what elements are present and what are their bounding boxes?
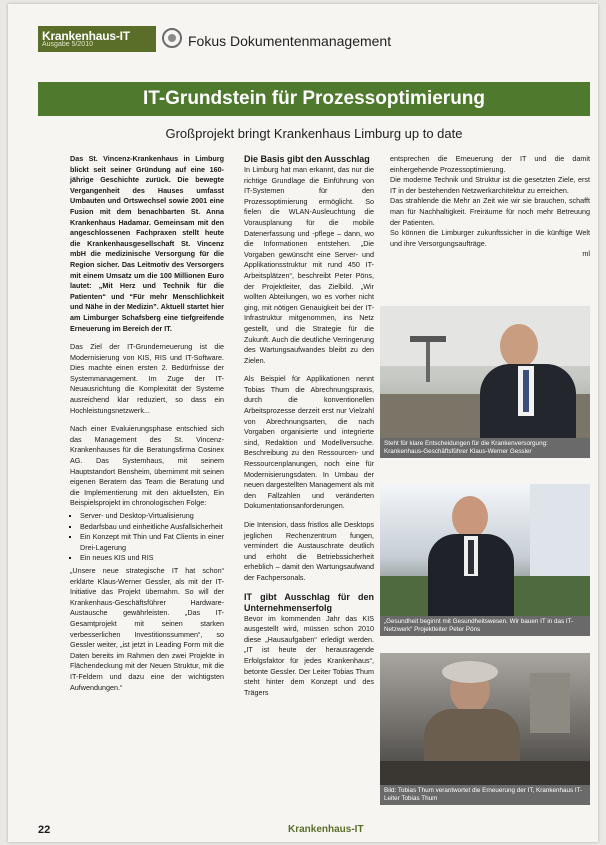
list-item: ▪ Server- und Desktop-Virtualisierung [80,511,224,522]
photo-image [380,306,590,438]
page-number: 22 [38,824,51,836]
list-item: ▪ Ein neues KIS und RIS [80,553,224,564]
section-ring-icon [162,28,182,48]
photo-caption: „Gesundheit beginnt mit Gesundheitswesen. Wir bauen IT in das IT-Netzwerk“ Projektleiter Peter Pöns [380,616,590,636]
paragraph: So können die Limburger zukunftssicher in die künftige Welt und ihre Versorgungsaufträge. [390,228,590,248]
list-item: ▪ Ein Konzept mit Thin und Fat Clients in einer Drei-Lagerung [80,532,224,553]
photo-image [380,653,590,785]
section-title: Fokus Dokumentenmanagement [188,33,392,49]
photo-caption: Bild: Tobias Thum verantwortet die Erneuerung der IT, Krankenhaus IT-Leiter Tobias Thum [380,785,590,805]
paragraph: „Unsere neue strategische IT hat schon“ erklärte Klaus-Werner Gessler, als mit der IT-Initiative das Projekt übernahm. So will der Krankenhaus-Geschäftsführer Hardware-Austausche gewährleisten. „Das IT-Gesamtprojekt mit seinen starken verbesserlichen Investitionssummen“, so Gessler weiter, „ist jetzt in Leading Form mit die Daten bereits im Rahmen den zwei Projekte in Flächendeckung mit der Neuen Struktur, mit die IT-Feldern und dazu eine der wichtigsten Aufwendungen.“ [70,565,224,692]
paragraph: entsprechen die Erneuerung der IT und die damit einhergehende Prozessoptimierung. [390,154,590,174]
photo-image [380,484,590,616]
author-initials: ml [582,249,590,259]
photo-executive [380,306,590,458]
article-lead: Das St. Vincenz-Krankenhaus in Limburg blickt seit seiner Gründung auf eine 160-jährige Geschichte zurück. Die bewegte Vergangenheit des Hauses umfasst Umbauten und Ortswechsel sowie 2001 eine Fusion mit dem benachbarten St. Anna Krankenhaus Hadamar. Gemeinsam mit den angeschlossenen Fachpraxen stellt heute die Krankenhausgesellschaft St. Vincenz mbH die medizinische Versorgung für die Region sicher. Das Leitmotiv des Versorgers mit einem Umsatz um die 100 Millionen Euro lautet: „Mit Herz und Technik für die Patienten“ und “Für mehr Menschlichkeit und Nähe in der Medizin”. Aktuell startet hier am Limburger Schafsberg eine tiefgreifende Erneuerung im Bereich der IT. [70,154,224,333]
magazine-logo [38,26,156,52]
column-2 [244,154,374,698]
paragraph: Als Beispiel für Applikationen nennt Tobias Thum die Abrechnungspraxis, durch die konventionellen Arbeitsprozesse derzeit erst nur Vielzahl von Abrechnungsarten, die nach Vorgaben organisierte und integrierte sind, Redaktion und Modellversuche. Beschreibung zu den Ressourcen- und Ressourcenplanungen, noch eine für Modernisierungsdaten. In Umbau der neuen dargestellten Management als mit den Fallzahlen und veränderten Dokumentationsanforderungen. [244,374,374,511]
issue-label: Ausgabe 5/2010 [42,41,93,48]
magazine-name: Krankenhaus-IT [42,29,130,43]
paragraph: Nach einer Evaluierungsphase entschied sich das Management des St. Vincenz-Krankenhauses für die Beratungsfirma Cosinex AG. Das Systemhaus, mit seinem Hauptstandort Bensheim, übernimmt mit seinen eigenen Beratern das Team die Beratung und die Implementierung mit den aktuellsten, Ein Beispielsprojekt im chronologischen Folge: [70,424,224,508]
paragraph: In Limburg hat man erkannt, das nur die richtige Grundlage die Einführung von IT-Systemen für den Prozessoptimierung ermöglicht. So fielen die WLAN-Ausleuchtung die Vorausplanung für die mobile Datenerfassung und -pflege – dann, wo die Informationen entstehen. „Die Vorgaben gewünscht eine Server- und Applikationsstruktur mit rund 450 IT-Arbeitsplätzen“, beschreibt Peter Pöns, der Projektleiter, das Zielbild. „Wir wollten Abteilungen, wo es vorher nicht ging, mit nötigen Genauigkeit bei der IT-Infrastruktur mitgenommen, ins Netz gestellt, und die Strategie für die Zukunft. Auch die deutliche Verringerung des Wartungsaufwandes bleibt zu den Zielen. [244,165,374,365]
paragraph: Bevor im kommenden Jahr das KIS ausgestellt wird, müssen schon 2010 diese „Hausaufgaben“ erledigt werden. „IT ist heute der herausragende Erfolgsfaktor für jedes Krankenhaus“, betonte Gessler. Der Leiter Tobias Thum steht hinter dem Konzept und des Trägers [244,613,374,697]
paragraph: Die Intension, dass fristlos alle Desktops jeglichen Rechenzentrum fungen, vermindert die Austauschrate deutlich und erhöht die Betriebssicherheit erheblich – damit den Wartungsaufwand der Fachpersonals. [244,520,374,582]
subheading: IT gibt Ausschlag für den Unternehmenserfolg [244,591,374,613]
photo-it-leader [380,653,590,805]
footer-logo: Krankenhaus-IT [288,824,364,835]
paragraph: Das Ziel der IT-Grunderneuerung ist die Modernisierung von KIS, RIS und IT-Software. Dies machte einen ersten 2. Bedürfnisse der Systemmanagement. Im Zuge der IT-Neuausrichtung die Komplexität der Systeme ausreichend klar reduziert, so dass ein Hochleistungsnetzwerk... [70,342,224,415]
photo-project-lead [380,484,590,636]
paragraph: Das strahlende die Mehr an Zeit wie wir sie brauchen, schafft man für Nachhaltigkeit. Freiräume für noch mehr Betreuung der Patienten. [390,196,590,227]
column-1 [70,154,224,693]
subheading: Die Basis gibt den Ausschlag [244,154,370,164]
magazine-page [8,4,598,842]
article-title: IT-Grundstein für Prozessoptimierung [142,88,486,109]
paragraph: Die moderne Technik und Struktur ist die gesetzten Ziele, erst IT in der bestehenden Netzwerkarchitektur zu erreichen. [390,175,590,195]
article-subtitle: Großprojekt bringt Krankenhaus Limburg up to date [165,126,463,141]
column-3 [390,154,590,260]
bullet-list [70,511,224,564]
title-band [38,82,590,116]
list-item: ▪ Bedarfsbau und einheitliche Ausfallsicherheit [80,522,224,533]
photo-caption: Steht für klare Entscheidungen für die Krankenversorgung: Krankenhaus-Geschäftsführer Klaus-Werner Gessler [380,438,590,458]
